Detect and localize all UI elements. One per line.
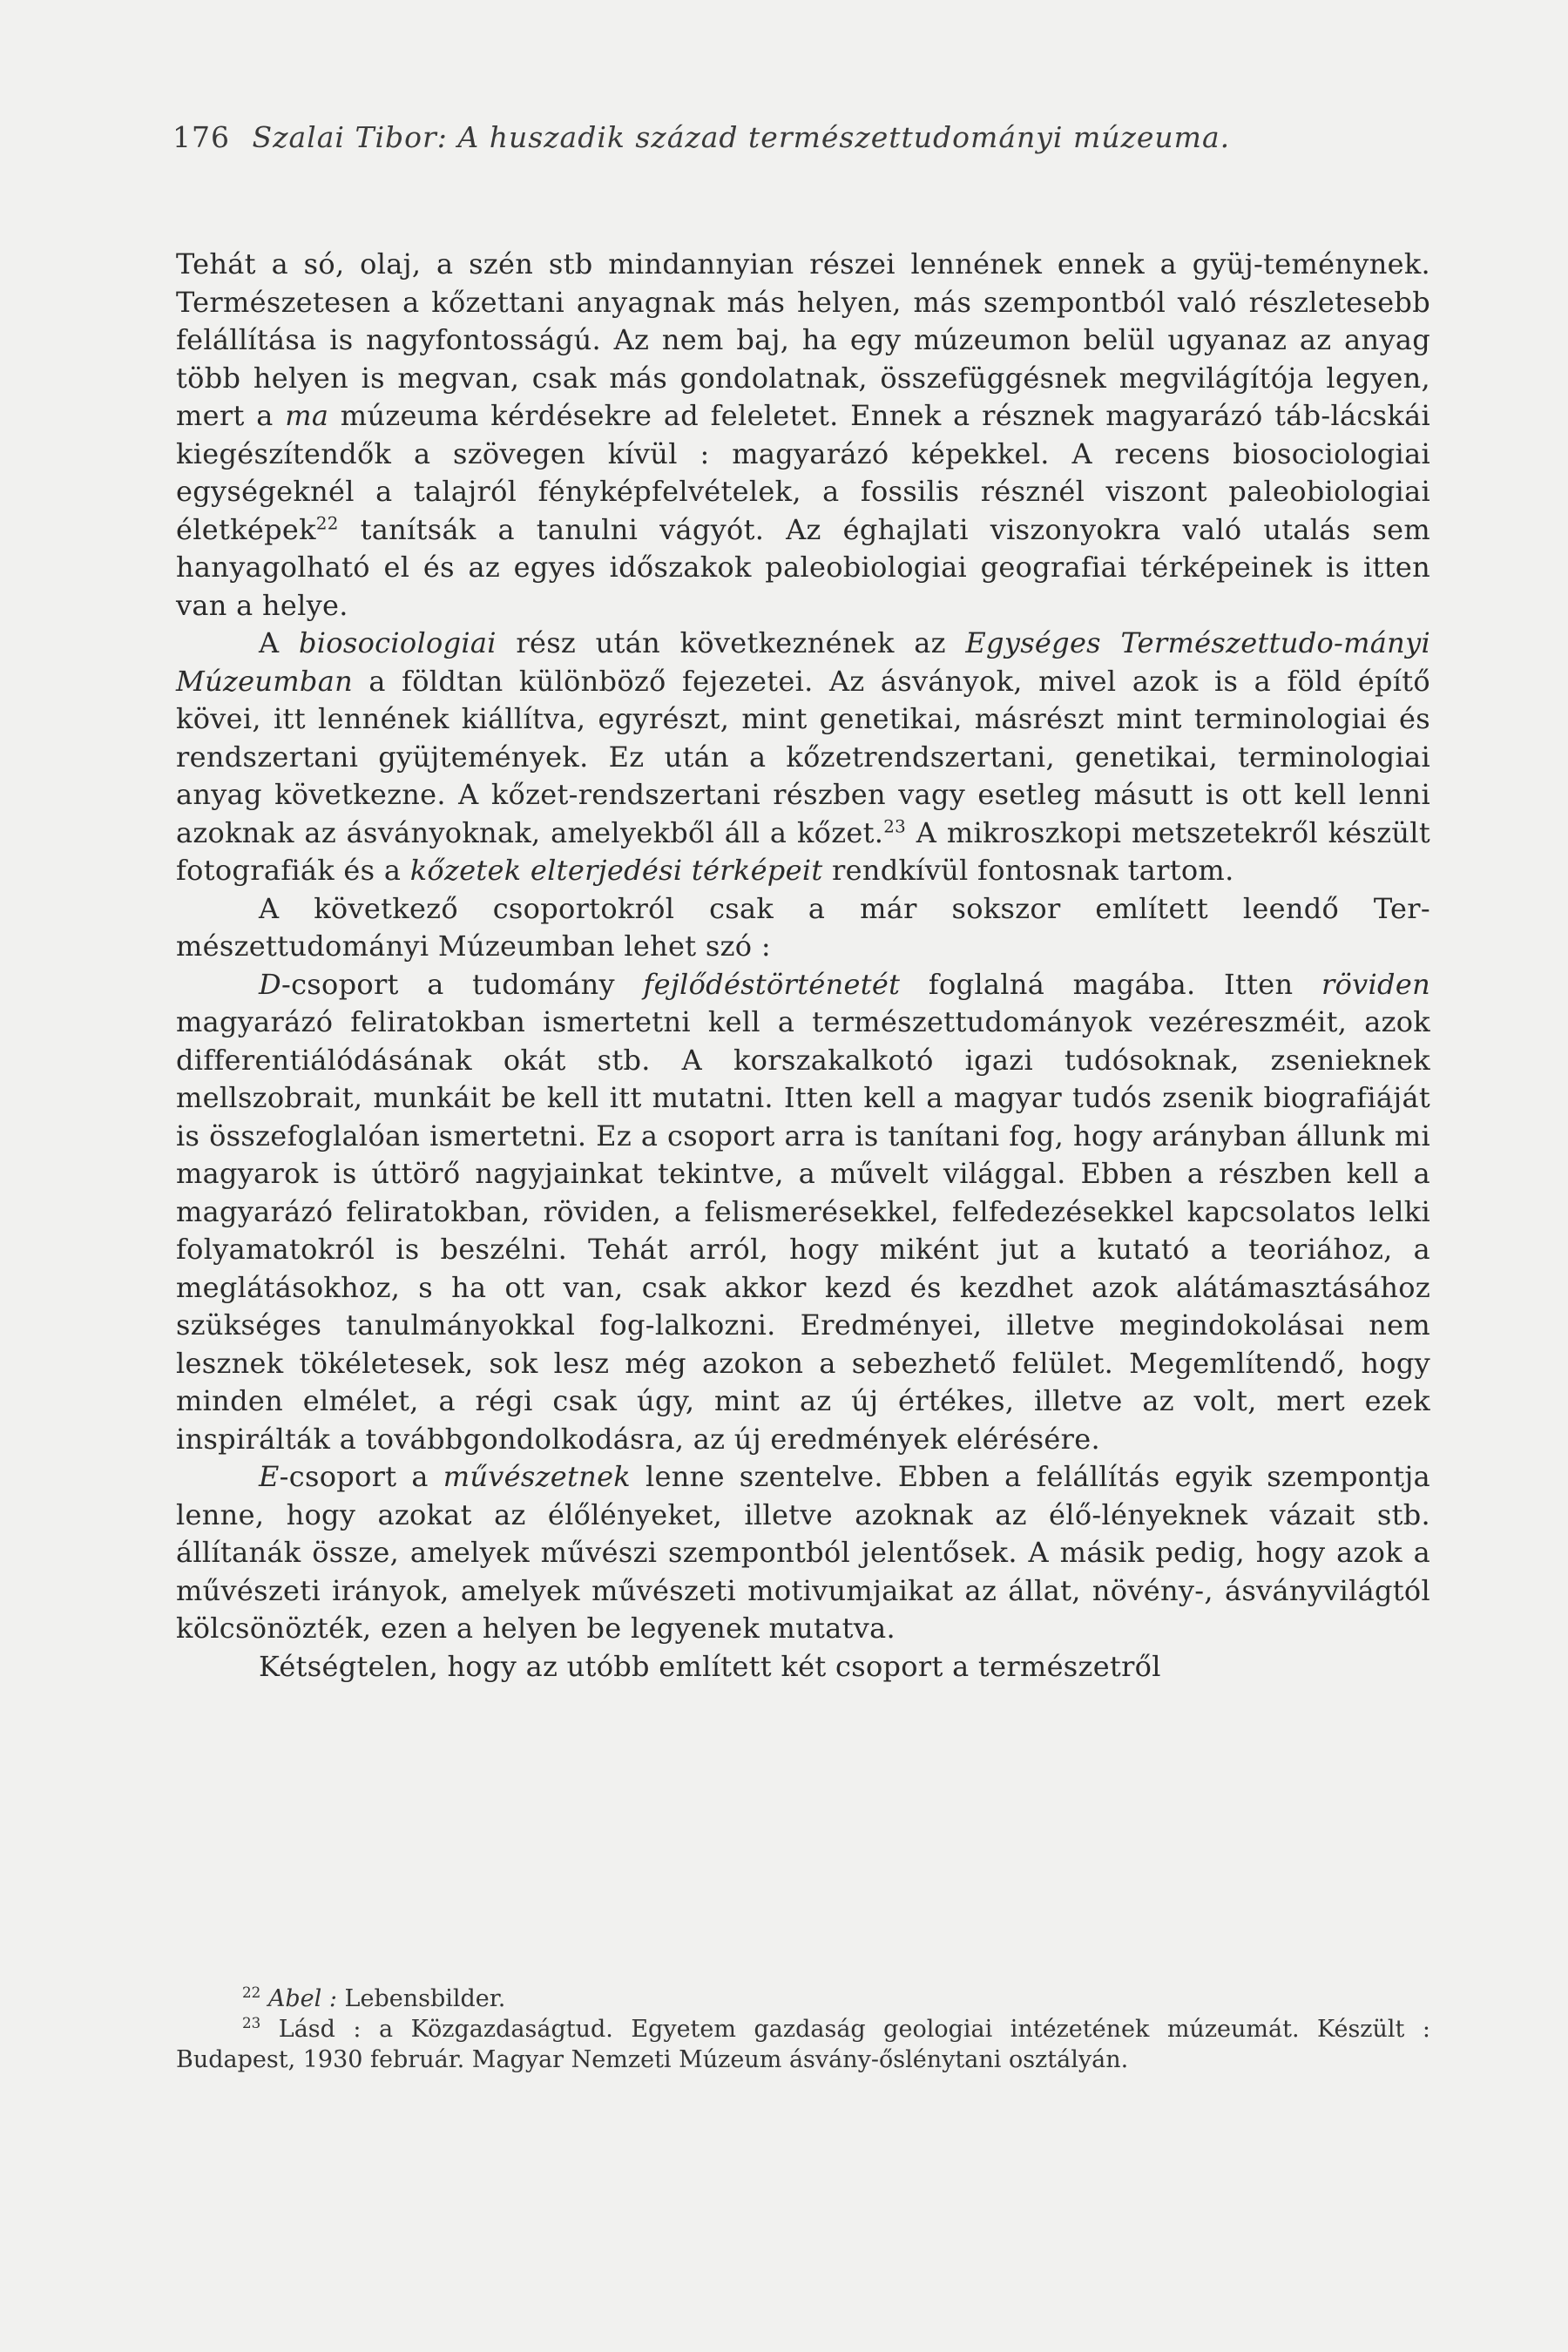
italic-run: művészetnek [443,1460,632,1493]
footnotes [176,1984,1430,2075]
text-run: lenne szentelve. Ebben a felállítás egyik szempontja lenne, hogy azokat az élőlényeket, illetve azoknak az élő-lényeknek vázait stb. állítanák össze, amelyek művészi szempontból jelentősek. A másik pedig, hogy azok a művészeti irányok, amelyek művészeti motivumjaikat az állat, növény-, ásványvilágtól kölcsönözték, ezen a helyen be legyenek mutatva. [176,1460,1430,1645]
text-run: A mikroszkopi metszetekről készült fotografiák és a [176,815,1431,887]
text-run: magyarázó feliratokban ismertetni kell a természettudományok vezéreszméit, azok differentiálódásának okát stb. A korszakalkotó igazi tudósoknak, zsenieknek mellszobrait, munkáit be kell itt mutatni. Itten kell a magyar tudós zsenik biografiáját is összefoglalóan ismertetni. Ez a csoport arra is tanítani fog, hogy arányban állunk mi magyarok is úttörő nagyjainkat tekintve, a művelt világgal. Ebben a részben kell a magyarázó feliratokban, röviden, a felismerésekkel, felfedezésekkel kapcsolatos lelki folyamatokról is beszélni. Tehát arról, hogy miként jut a kutató a teoriához, a meglátásokhoz, s ha ott van, csak akkor kezd és kezdhet azok alátámasztásához szükséges tanulmányokkal fog-lalkozni. Eredményei, illetve megindokolásai nem lesznek tökéletesek, sok lesz még azokon a sebezhető felület. Megemlítendő, hogy minden elmélet, a régi csak úgy, mint az új értékes, illetve az volt, mert ezek inspirálták a továbbgondolkodásra, az új eredmények elérésére. [176,1005,1430,1456]
text-run: múzeuma kérdésekre ad feleletet. Ennek a résznek magyarázó táb-lácskái kiegészítendők a szövegen kívül : magyarázó képekkel. A recens biosociologiai egységeknél a talajról fényképfelvételek, a fossilis résznél viszont paleobiologiai életképek [176,399,1430,546]
paragraph-2 [176,625,1430,890]
text-run: foglalná magába. Itten [900,967,1321,1001]
text-run: -csoport a tudomány [280,967,644,1001]
footnote-number: 23 [242,2014,261,2031]
italic-run: kőzetek elterjedési térképeit [409,854,823,887]
italic-run: D [259,967,281,1001]
footnote-ref-23: 23 [883,815,907,836]
italic-run: ma [285,399,329,432]
page-number: 176 [172,120,230,154]
italic-run: Egységes Természettudo-mányi Múzeumban [176,626,1430,698]
footnote-author: Abel : [267,1985,337,2012]
running-header [172,120,1444,154]
italic-run: E [259,1460,280,1493]
text-run: tanítsák a tanulni vágyót. Az éghajlati viszonyokra való utalás sem hanyagolható el és az egyes időszakok paleobiologiai geografiai térképeinek is itten van a helye. [176,512,1430,622]
paragraph-3: A következő csoportokról csak a már sokszor említett leendő Ter-mészettudományi Múzeumban lehet szó : [176,891,1430,963]
footnote-text: Lásd : a Közgazdaságtud. Egyetem gazdaság geologiai intézetének múzeumát. Készült : Budapest, 1930 február. Magyar Nemzeti Múzeum ásvány-őslénytani osztályán. [176,2016,1430,2073]
italic-run: fejlődéstörténetét [643,967,901,1001]
body-text [176,246,1430,1686]
italic-run: röviden [1321,967,1430,1001]
footnote-text: Lebensbilder. [336,1985,506,2012]
text-run: rendkívül fontosnak tartom. [822,854,1234,887]
running-title: Szalai Tibor: A huszadik század természettudományi múzeuma. [252,120,1231,154]
paragraph-1 [176,246,1430,625]
text-run: Tehát a só, olaj, a szén stb mindannyian részei lennének ennek a gyüj-teménynek. Természetesen a kőzettani anyagnak más helyen, más szempontból való részletesebb felállítása is nagyfontosságú. Az nem baj, ha egy múzeumon belül ugyanaz az anyag több helyen is megvan, csak más gondolatnak, összefüggésnek megvilágítója legyen, mert a [176,247,1430,432]
footnote-number: 22 [242,1984,261,2001]
text-run: -csoport a [279,1460,443,1493]
footnote-ref-22: 22 [315,512,339,533]
footnote-23 [176,2014,1430,2075]
text-run: A [259,626,299,659]
text-run: rész után következnének az [496,626,966,659]
paragraph-5 [176,1458,1430,1648]
footnote-22 [176,1984,1430,2014]
italic-run: biosociologiai [298,626,497,659]
text-run: a földtan különböző fejezetei. Az ásványok, mivel azok is a föld építő kövei, itt lennének kiállítva, egyrészt, mint genetikai, másrészt mint terminologiai és rendszertani gyüjtemények. Ez után a kőzetrendszertani, genetikai, terminologiai anyag következne. A kőzet-rendszertani részben vagy esetleg másutt is ott kell lenni azoknak az ásványoknak, amelyekből áll a kőzet. [176,664,1430,849]
paragraph-4 [176,966,1430,1459]
paragraph-6: Kétségtelen, hogy az utóbb említett két csoport a természetről [259,1649,1161,1683]
